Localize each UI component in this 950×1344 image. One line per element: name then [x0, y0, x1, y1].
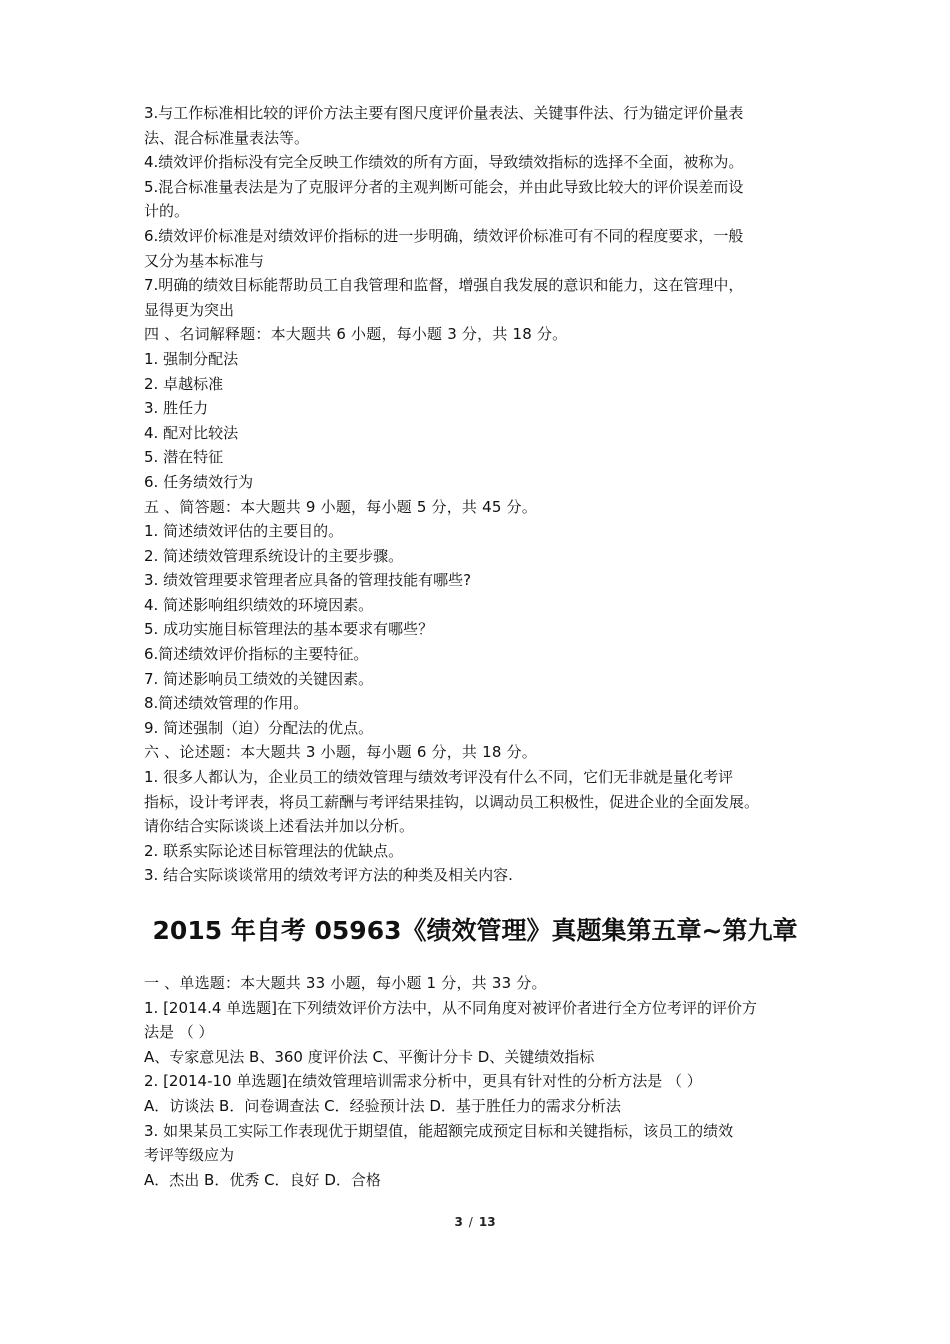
list-item: 2. 卓越标准 [144, 374, 224, 393]
section-heading: 五 、简答题：本大题共 9 小题，每小题 5 分，共 45 分。 [144, 497, 537, 516]
text-line: 6.绩效评价标准是对绩效评价指标的进一步明确，绩效评价标准可有不同的程度要求，一般 [144, 226, 744, 245]
question-line: 3. 如果某员工实际工作表现优于期望值，能超额完成预定目标和关键指标，该员工的绩效 [144, 1121, 734, 1140]
list-item: 1. 简述绩效评估的主要目的。 [144, 522, 344, 541]
page-current: 3 [454, 1215, 463, 1229]
question-line: 考评等级应为 [144, 1146, 235, 1165]
answer-options: A．杰出 B．优秀 C．良好 D．合格 [144, 1170, 381, 1189]
answer-options: A、专家意见法 B、360 度评价法 C、平衡计分卡 D、关键绩效指标 [144, 1047, 595, 1066]
question-line: 法是 （ ） [144, 1023, 214, 1042]
text-line: 7.明确的绩效目标能帮助员工自我管理和监督，增强自我发展的意识和能力，这在管理中， [144, 276, 744, 295]
list-item: 3. 绩效管理要求管理者应具备的管理技能有哪些? [144, 571, 472, 590]
text-line: 请你结合实际谈谈上述看法并加以分析。 [144, 817, 415, 836]
section-heading: 一 、单选题：本大题共 33 小题，每小题 1 分，共 33 分。 [144, 974, 547, 992]
document-body-part2 [144, 971, 824, 1192]
text-line: 法、混合标准量表法等。 [144, 128, 310, 147]
list-item: 2. 联系实际论述目标管理法的优缺点。 [144, 841, 404, 860]
list-item: 2. 简述绩效管理系统设计的主要步骤。 [144, 546, 404, 565]
list-item: 7. 简述影响员工绩效的关键因素。 [144, 669, 374, 688]
section-heading: 四 、名词解释题：本大题共 6 小题，每小题 3 分，共 18 分。 [144, 325, 568, 344]
text-line: 4.绩效评价指标没有完全反映工作绩效的所有方面，导致绩效指标的选择不全面，被称为。 [144, 153, 744, 172]
page-total: 13 [478, 1215, 496, 1229]
list-item: 6.简述绩效评价指标的主要特征。 [144, 645, 369, 664]
text-line: 指标，设计考评表，将员工薪酬与考评结果挂钩，以调动员工积极性，促进企业的全面发展。 [144, 792, 760, 811]
list-item: 1. 强制分配法 [144, 349, 239, 368]
text-line: 又分为基本标准与 [144, 251, 265, 270]
list-item: 6. 任务绩效行为 [144, 472, 254, 491]
list-item: 9. 简述强制（迫）分配法的优点。 [144, 718, 374, 737]
text-line: 3.与工作标准相比较的评价方法主要有图尺度评价量表法、关键事件法、行为锚定评价量表 [144, 104, 744, 122]
list-item: 3. 结合实际谈谈常用的绩效考评方法的种类及相关内容. [144, 866, 513, 885]
section-heading: 六 、论述题：本大题共 3 小题，每小题 6 分，共 18 分。 [144, 743, 537, 762]
list-item: 1. 很多人都认为，企业员工的绩效管理与绩效考评没有什么不同，它们无非就是量化考评 [144, 768, 734, 787]
page-number [0, 1215, 950, 1229]
list-item: 4. 配对比较法 [144, 423, 239, 442]
text-line: 显得更为突出 [144, 300, 235, 319]
list-item: 8.简述绩效管理的作用。 [144, 694, 309, 713]
text-line: 计的。 [144, 202, 190, 221]
document-title: 2015 年自考 05963《绩效管理》真题集第五章~第九章 [152, 916, 798, 945]
list-item: 5. 潜在特征 [144, 448, 224, 467]
document-body-part1 [144, 101, 824, 888]
list-item: 5. 成功实施目标管理法的基本要求有哪些？ [144, 620, 434, 639]
answer-options: A．访谈法 B．问卷调查法 C．经验预计法 D．基于胜任力的需求分析法 [144, 1096, 621, 1115]
text-line: 5.混合标准量表法是为了克服评分者的主观判断可能会，并由此导致比较大的评价误差而设 [144, 177, 744, 196]
list-item: 4. 简述影响组织绩效的环境因素。 [144, 595, 374, 614]
list-item: 3. 胜任力 [144, 399, 209, 418]
page-separator: / [468, 1215, 473, 1229]
question-line: 2. [2014-10 单选题]在绩效管理培训需求分析中，更具有针对性的分析方法是 （ ） [144, 1072, 702, 1091]
question-line: 1. [2014.4 单选题]在下列绩效评价方法中，从不同角度对被评价者进行全方位考评的评价方 [144, 998, 758, 1017]
